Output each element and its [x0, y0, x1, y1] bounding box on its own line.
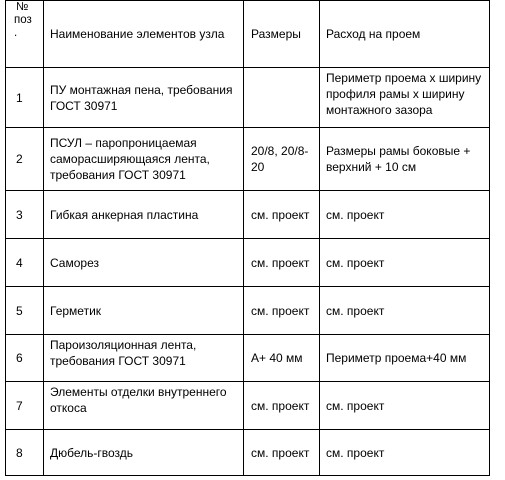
row-size	[244, 239, 320, 287]
table-row	[6, 382, 490, 430]
row-name-text: Герметик	[50, 303, 102, 318]
row-name	[44, 335, 244, 382]
row-consumption-text: см. проект	[326, 303, 385, 318]
row-consumption	[320, 128, 490, 191]
row-size-text: см. проект	[251, 207, 310, 222]
header-name: Наименование элементов узла	[50, 27, 225, 41]
header-consumption-cell	[320, 1, 490, 68]
row-consumption	[320, 68, 490, 128]
row-name-text: ПУ монтажная пена, требования ГОСТ 30971	[50, 82, 233, 113]
row-consumption-text: см. проект	[326, 207, 385, 222]
row-consumption-text: Периметр проема х ширину профиля рамы х ширину монтажного зазора	[326, 71, 482, 117]
row-num: 3	[6, 191, 44, 239]
row-size	[244, 287, 320, 335]
row-size-text: см. проект	[251, 445, 310, 460]
table-row	[6, 239, 490, 287]
row-name	[44, 382, 244, 430]
table-row	[6, 68, 490, 128]
row-consumption	[320, 382, 490, 430]
row-name-text: ПСУЛ – паропроницаемая саморасширяющаяся лента, требования ГОСТ 30971	[50, 136, 210, 182]
table-row	[6, 335, 490, 382]
row-size-text: см. проект	[251, 255, 310, 270]
row-size-text: 20/8, 20/8-20	[251, 144, 309, 174]
row-name-text: Пароизоляционная лента, требования ГОСТ 30971	[50, 338, 197, 368]
row-consumption-text: Периметр проема+40 мм	[326, 351, 467, 365]
row-size	[244, 128, 320, 191]
row-num: 8	[6, 430, 44, 476]
header-consumption: Расход на проем	[326, 27, 421, 41]
row-consumption-text: Размеры рамы боковые + верхний + 10 см	[326, 144, 471, 174]
row-size	[244, 382, 320, 430]
header-num-line: №	[16, 1, 29, 13]
header-size: Размеры	[251, 27, 301, 41]
row-num: 2	[6, 128, 44, 191]
row-size-text: А+ 40 мм	[251, 351, 303, 365]
row-size	[244, 68, 320, 128]
header-num-line: .	[14, 27, 18, 39]
header-num-cell	[6, 1, 44, 68]
header-size-cell	[244, 1, 320, 68]
table-row	[6, 430, 490, 476]
table-row	[6, 128, 490, 191]
row-size	[244, 430, 320, 476]
row-consumption	[320, 191, 490, 239]
row-name	[44, 128, 244, 191]
row-consumption	[320, 335, 490, 382]
row-consumption	[320, 239, 490, 287]
row-name-text: Дюбель-гвоздь	[50, 445, 134, 460]
row-size-text: см. проект	[251, 303, 310, 318]
row-num: 7	[6, 382, 44, 430]
row-consumption-text: см. проект	[326, 255, 385, 270]
row-consumption	[320, 430, 490, 476]
row-num: 5	[6, 287, 44, 335]
row-name	[44, 68, 244, 128]
row-size	[244, 191, 320, 239]
row-num: 1	[6, 68, 44, 128]
header-name-cell	[44, 1, 244, 68]
row-name-text: Саморез	[50, 255, 99, 270]
row-consumption	[320, 287, 490, 335]
row-name-text: Элементы отделки внутреннего откоса	[50, 385, 227, 415]
row-size-text: см. проект	[251, 398, 310, 413]
row-name	[44, 287, 244, 335]
row-name	[44, 239, 244, 287]
table-header-row	[6, 1, 490, 68]
row-size	[244, 335, 320, 382]
row-name	[44, 191, 244, 239]
row-name	[44, 430, 244, 476]
header-num-line: поз	[14, 14, 32, 26]
row-name-text: Гибкая анкерная пластина	[50, 207, 199, 222]
table-row	[6, 191, 490, 239]
table-row	[6, 287, 490, 335]
row-num: 4	[6, 239, 44, 287]
row-consumption-text: см. проект	[326, 398, 385, 413]
row-consumption-text: см. проект	[326, 445, 385, 460]
elements-table	[5, 0, 490, 476]
row-num: 6	[6, 335, 44, 382]
